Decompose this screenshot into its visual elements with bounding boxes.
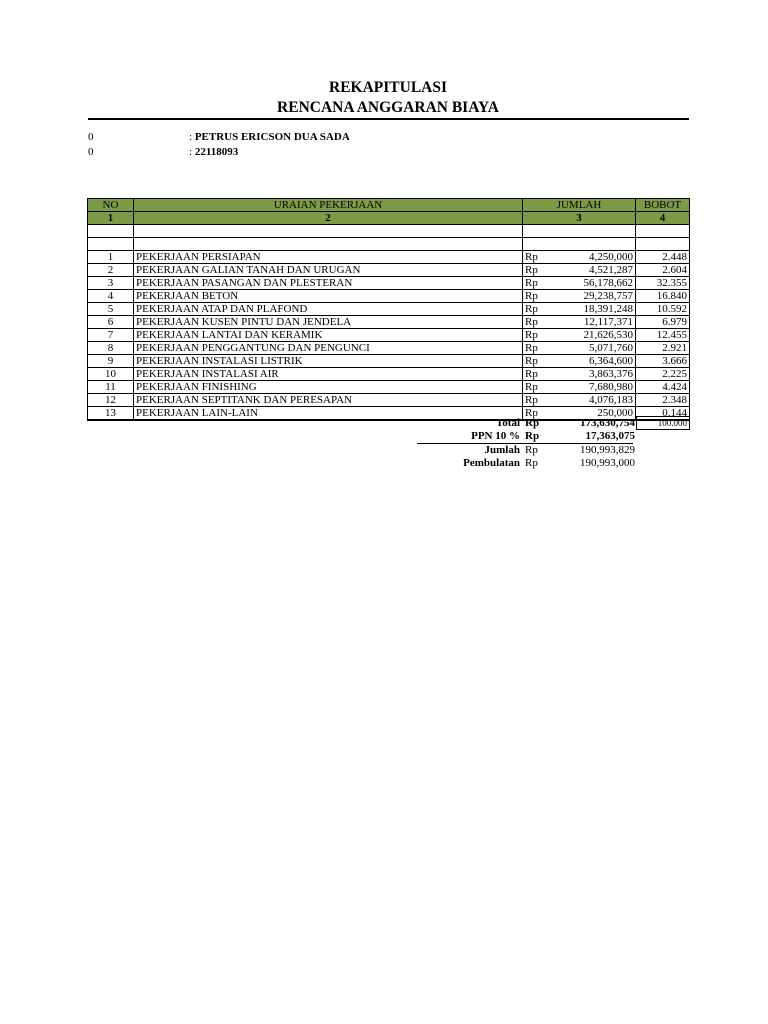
meta-key: 0 <box>88 131 94 143</box>
row-description: PEKERJAAN LANTAI DAN KERAMIK <box>134 329 523 342</box>
header-num: 4 <box>636 212 690 225</box>
currency: Rp <box>523 303 545 316</box>
currency: Rp <box>523 251 545 264</box>
row-amount: 29,238,757 <box>545 290 636 303</box>
table-row <box>88 277 690 290</box>
table-row <box>88 381 690 394</box>
header-num: 1 <box>88 212 134 225</box>
row-amount: 21,626,530 <box>545 329 636 342</box>
row-amount: 56,178,662 <box>545 277 636 290</box>
row-bobot: 6.979 <box>636 316 690 329</box>
total-value: 173,630,754 <box>580 417 635 429</box>
row-no: 7 <box>88 329 134 342</box>
pembulatan-row <box>400 457 635 469</box>
currency: Rp <box>525 430 540 442</box>
table-row <box>88 264 690 277</box>
row-no: 8 <box>88 342 134 355</box>
row-description: PEKERJAAN FINISHING <box>134 381 523 394</box>
table-row <box>88 290 690 303</box>
row-description: PEKERJAAN SEPTITANK DAN PERESAPAN <box>134 394 523 407</box>
ppn-row <box>400 430 635 442</box>
currency: Rp <box>523 277 545 290</box>
jumlah-row <box>400 444 635 456</box>
meta-key: 0 <box>88 146 94 158</box>
title-divider <box>88 118 689 120</box>
currency: Rp <box>525 457 538 469</box>
table-row <box>88 303 690 316</box>
page-title: REKAPITULASI <box>329 79 447 96</box>
table-row <box>88 355 690 368</box>
row-no: 4 <box>88 290 134 303</box>
spacer-row <box>88 225 690 238</box>
row-amount: 4,250,000 <box>545 251 636 264</box>
total-label: Total <box>495 417 520 429</box>
header-num: 2 <box>134 212 523 225</box>
header-uraian: URAIAN PEKERJAAN <box>134 199 523 212</box>
currency: Rp <box>523 381 545 394</box>
currency: Rp <box>523 316 545 329</box>
row-no: 2 <box>88 264 134 277</box>
row-bobot: 3.666 <box>636 355 690 368</box>
row-description: PEKERJAAN KUSEN PINTU DAN JENDELA <box>134 316 523 329</box>
row-bobot: 2.604 <box>636 264 690 277</box>
row-bobot: 12.455 <box>636 329 690 342</box>
row-amount: 18,391,248 <box>545 303 636 316</box>
ppn-label: PPN 10 % <box>471 430 520 442</box>
row-description: PEKERJAAN BETON <box>134 290 523 303</box>
spacer-row <box>88 238 690 251</box>
meta-id-value: 22118093 <box>194 146 239 158</box>
row-amount: 4,521,287 <box>545 264 636 277</box>
table-row <box>88 251 690 264</box>
row-amount: 5,071,760 <box>545 342 636 355</box>
colon: : <box>189 146 193 158</box>
row-description: PEKERJAAN INSTALASI LISTRIK <box>134 355 523 368</box>
row-bobot: 4.424 <box>636 381 690 394</box>
currency: Rp <box>523 394 545 407</box>
header-bobot: BOBOT <box>636 199 690 212</box>
row-amount: 12,117,371 <box>545 316 636 329</box>
row-description: PEKERJAAN ATAP DAN PLAFOND <box>134 303 523 316</box>
row-no: 3 <box>88 277 134 290</box>
row-no: 11 <box>88 381 134 394</box>
header-num: 3 <box>523 212 636 225</box>
currency: Rp <box>523 342 545 355</box>
currency: Rp <box>523 264 545 277</box>
row-no: 9 <box>88 355 134 368</box>
table-row <box>88 329 690 342</box>
row-amount: 4,076,183 <box>545 394 636 407</box>
row-description: PEKERJAAN INSTALASI AIR <box>134 368 523 381</box>
row-bobot: 10.592 <box>636 303 690 316</box>
row-no: 5 <box>88 303 134 316</box>
row-bobot: 2.448 <box>636 251 690 264</box>
row-description: PEKERJAAN PENGGANTUNG DAN PENGUNCI <box>134 342 523 355</box>
row-bobot: 2.348 <box>636 394 690 407</box>
row-no: 13 <box>88 407 134 421</box>
row-no: 1 <box>88 251 134 264</box>
currency: Rp <box>525 417 540 429</box>
meta-name-value: PETRUS ERICSON DUA SADA <box>194 131 350 143</box>
budget-table <box>87 198 690 421</box>
header-jumlah: JUMLAH <box>523 199 636 212</box>
table-row <box>88 394 690 407</box>
row-amount: 6,364,600 <box>545 355 636 368</box>
row-no: 6 <box>88 316 134 329</box>
row-bobot: 0.144 <box>636 407 690 421</box>
currency: Rp <box>523 355 545 368</box>
page-subtitle: RENCANA ANGGARAN BIAYA <box>277 99 499 116</box>
row-bobot: 32.355 <box>636 277 690 290</box>
table-row <box>88 368 690 381</box>
pembulatan-label: Pembulatan <box>463 457 520 469</box>
row-description: PEKERJAAN PASANGAN DAN PLESTERAN <box>134 277 523 290</box>
row-bobot: 16.840 <box>636 290 690 303</box>
row-description: PEKERJAAN LAIN-LAIN <box>134 407 523 421</box>
total-row <box>400 417 635 429</box>
ppn-value: 17,363,075 <box>585 430 635 442</box>
pembulatan-value: 190,993,000 <box>580 457 635 469</box>
row-no: 10 <box>88 368 134 381</box>
header-no: NO <box>88 199 134 212</box>
currency: Rp <box>523 329 545 342</box>
currency: Rp <box>525 444 538 456</box>
currency: Rp <box>523 368 545 381</box>
colon: : <box>189 131 193 143</box>
table-header-num-row <box>88 212 690 225</box>
jumlah-value: 190,993,829 <box>580 444 635 456</box>
row-bobot: 2.225 <box>636 368 690 381</box>
row-no: 12 <box>88 394 134 407</box>
jumlah-label: Jumlah <box>484 444 520 456</box>
row-bobot: 2.921 <box>636 342 690 355</box>
row-description: PEKERJAAN GALIAN TANAH DAN URUGAN <box>134 264 523 277</box>
table-row <box>88 342 690 355</box>
row-amount: 250,000 <box>545 407 636 421</box>
row-amount: 3,863,376 <box>545 368 636 381</box>
table-row <box>88 316 690 329</box>
currency: Rp <box>523 407 545 421</box>
total-bobot: 100.000 <box>636 416 690 430</box>
table-header-row <box>88 199 690 212</box>
row-amount: 7,680,980 <box>545 381 636 394</box>
row-description: PEKERJAAN PERSIAPAN <box>134 251 523 264</box>
currency: Rp <box>523 290 545 303</box>
